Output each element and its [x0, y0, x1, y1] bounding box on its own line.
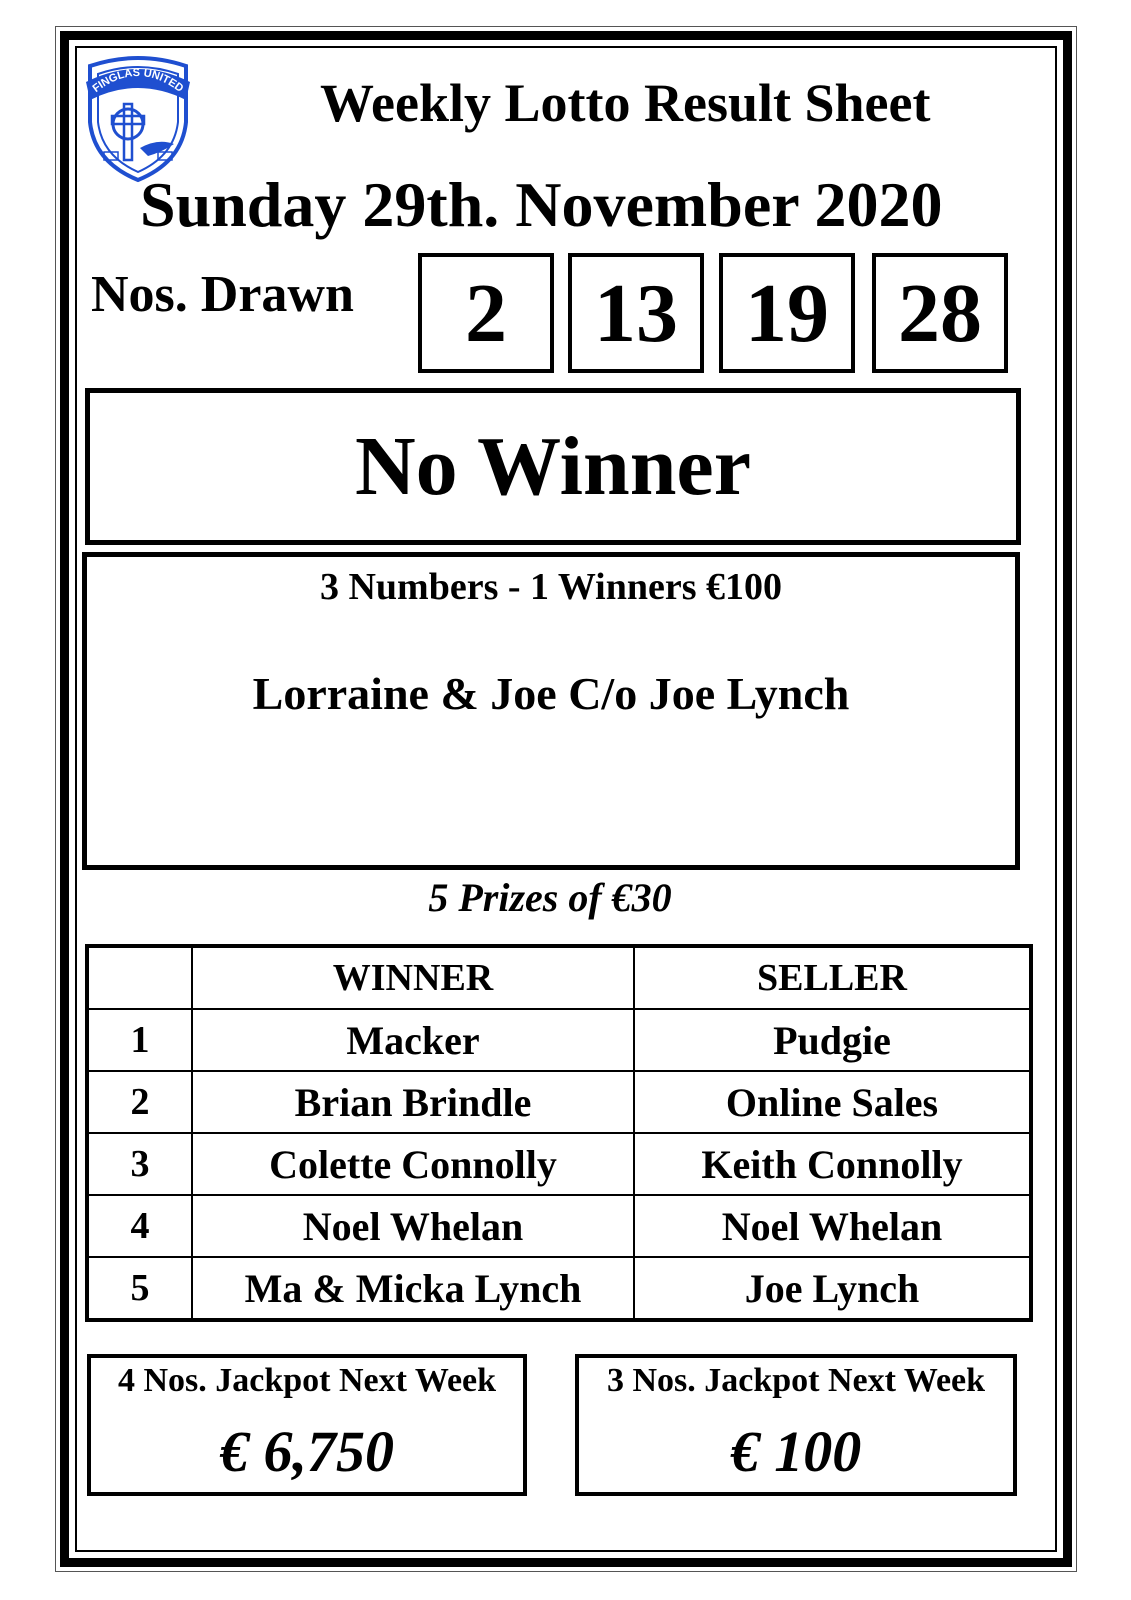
row-seller: Online Sales [634, 1071, 1031, 1133]
row-seller: Pudgie [634, 1009, 1031, 1071]
three-numbers-panel [82, 552, 1020, 870]
row-seller: Joe Lynch [634, 1257, 1031, 1320]
four-numbers-jackpot-label: 4 Nos. Jackpot Next Week [117, 1362, 497, 1399]
column-header-seller: SELLER [634, 946, 1031, 1009]
numbers-drawn-label: Nos. Drawn [91, 266, 354, 323]
jackpot-result-status: No Winner [85, 388, 1021, 545]
column-header-winner: WINNER [192, 946, 634, 1009]
column-header-rank [87, 946, 192, 1009]
four-numbers-jackpot-box [87, 1354, 527, 1496]
three-numbers-jackpot-box [575, 1354, 1017, 1496]
row-seller: Keith Connolly [634, 1133, 1031, 1195]
three-numbers-heading: 3 Numbers - 1 Winners €100 [319, 566, 782, 608]
drawn-number-4: 28 [872, 253, 1008, 373]
row-winner: Ma & Micka Lynch [192, 1257, 634, 1320]
table-header-row [87, 946, 1031, 1009]
row-rank: 4 [87, 1195, 192, 1257]
row-winner: Macker [192, 1009, 634, 1071]
prize-table [85, 944, 1033, 1322]
drawn-number-3: 19 [719, 253, 855, 373]
table-row [87, 1195, 1031, 1257]
row-rank: 3 [87, 1133, 192, 1195]
sheet-title: Weekly Lotto Result Sheet [320, 73, 931, 133]
table-row [87, 1257, 1031, 1320]
three-numbers-jackpot-label: 3 Nos. Jackpot Next Week [606, 1362, 986, 1399]
four-numbers-jackpot-amount: € 6,750 [220, 1419, 394, 1484]
row-rank: 1 [87, 1009, 192, 1071]
row-winner: Noel Whelan [192, 1195, 634, 1257]
drawn-number-1: 2 [418, 253, 554, 373]
table-row [87, 1071, 1031, 1133]
row-rank: 5 [87, 1257, 192, 1320]
three-numbers-winner: Lorraine & Joe C/o Joe Lynch [252, 668, 850, 719]
draw-date: Sunday 29th. November 2020 [140, 169, 943, 240]
crest-label: FINGLAS UNITED [90, 66, 186, 95]
prizes-caption: 5 Prizes of €30 [428, 875, 672, 920]
club-crest-icon [78, 52, 198, 184]
row-winner: Colette Connolly [192, 1133, 634, 1195]
drawn-number-2: 13 [568, 253, 704, 373]
row-seller: Noel Whelan [634, 1195, 1031, 1257]
table-row [87, 1009, 1031, 1071]
row-rank: 2 [87, 1071, 192, 1133]
three-numbers-jackpot-amount: € 100 [730, 1419, 862, 1484]
row-winner: Brian Brindle [192, 1071, 634, 1133]
table-row [87, 1133, 1031, 1195]
